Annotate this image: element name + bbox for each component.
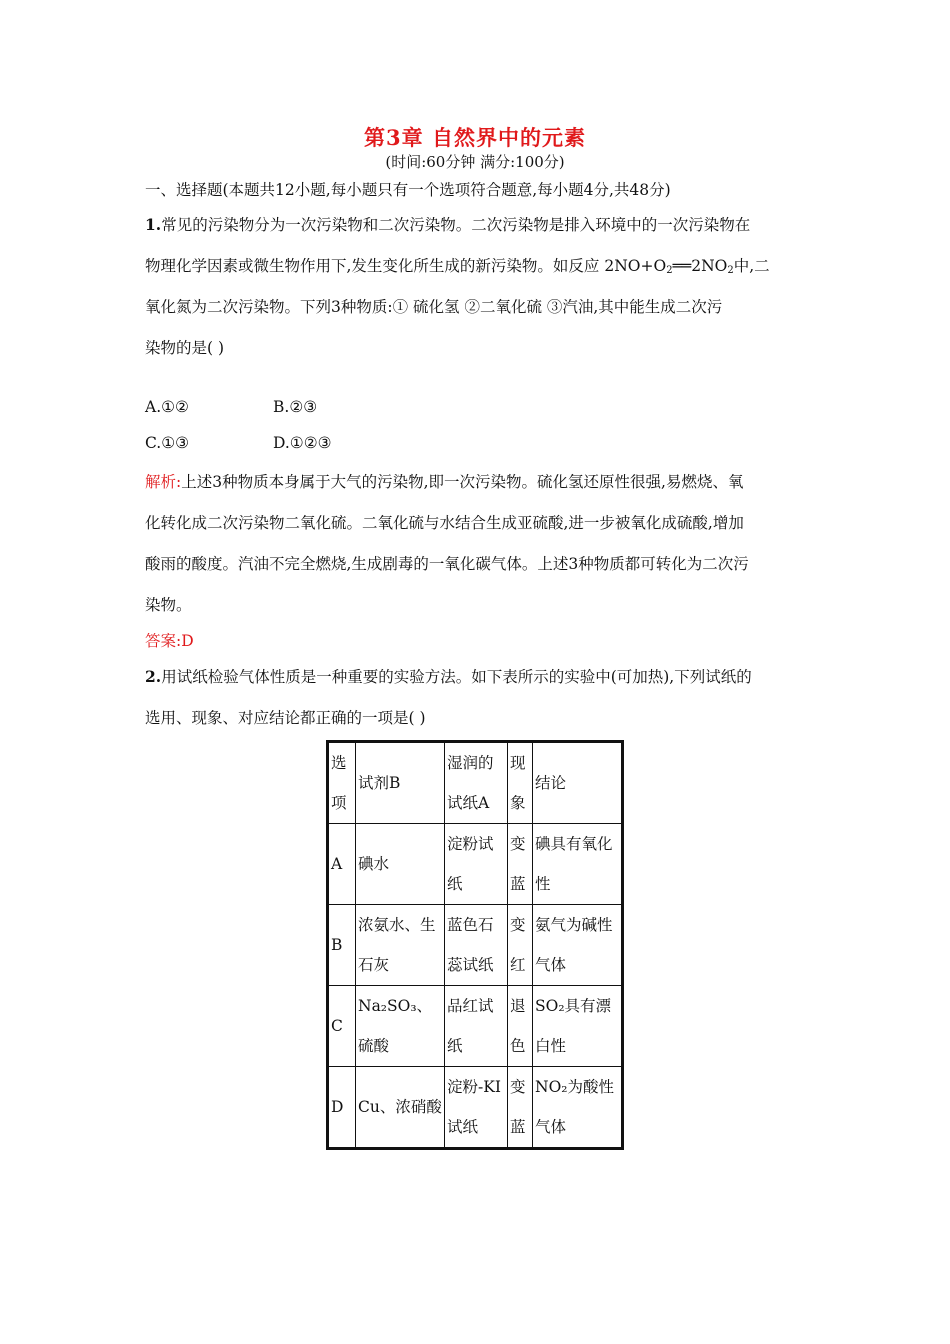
q1-sub-2: 2 <box>727 265 734 276</box>
answer-line: 答案:D <box>145 632 194 650</box>
table-cell: 品红试纸 <box>445 986 508 1067</box>
table-header-row <box>328 742 623 824</box>
table-cell: 碘水 <box>356 824 445 905</box>
option-b: B.②③ <box>273 398 318 416</box>
q1-text-2c: 中,二 <box>733 257 770 275</box>
option-d: D.①②③ <box>273 434 332 452</box>
option-c: C.①③ <box>145 434 190 452</box>
analysis-line-3: 酸雨的酸度。汽油不完全燃烧,生成剧毒的一氧化碳气体。上述3种物质都可转化为二次污 <box>145 555 749 573</box>
q1-line-2 <box>145 254 770 276</box>
table-cell: 蓝色石蕊试纸 <box>445 905 508 986</box>
exam-info: (时间:60分钟 满分:100分) <box>385 153 565 171</box>
q1-line-4: 染物的是( ) <box>145 339 225 357</box>
option-a: A.①② <box>145 398 189 416</box>
q1-options-row-2 <box>145 434 332 452</box>
q1-text-1: 常见的污染物分为一次污染物和二次污染物。二次污染物是排入环境中的一次污染物在 <box>161 216 751 234</box>
q1-options-row-1 <box>145 398 318 416</box>
table-cell: B <box>328 905 356 986</box>
header-cell: 试剂B <box>356 742 445 824</box>
q2-line-2: 选用、现象、对应结论都正确的一项是( ) <box>145 709 426 727</box>
table-cell: SO₂具有漂白性 <box>533 986 623 1067</box>
q2-text-1: 用试纸检验气体性质是一种重要的实验方法。如下表所示的实验中(可加热),下列试纸的 <box>161 668 752 686</box>
table-row <box>328 986 623 1067</box>
table-cell: 变蓝 <box>508 824 533 905</box>
analysis-line-4: 染物。 <box>145 596 192 614</box>
q2-number: 2. <box>145 667 162 686</box>
table-cell: 碘具有氧化性 <box>533 824 623 905</box>
table-row <box>328 1067 623 1149</box>
header-cell: 现象 <box>508 742 533 824</box>
q1-text-2b: ══2NO <box>672 257 728 275</box>
analysis-text-1: 上述3种物质本身属于大气的污染物,即一次污染物。硫化氢还原性很强,易燃烧、氧 <box>181 473 744 491</box>
header-cell: 选项 <box>328 742 356 824</box>
q1-line-1 <box>145 213 750 235</box>
table-cell: D <box>328 1067 356 1149</box>
q2-line-1 <box>145 665 752 687</box>
table-row <box>328 905 623 986</box>
analysis-line-1 <box>145 470 743 492</box>
q1-number: 1. <box>145 215 162 234</box>
header-cell: 结论 <box>533 742 623 824</box>
q1-line-3: 氧化氮为二次污染物。下列3种物质:① 硫化氢 ②二氧化硫 ③汽油,其中能生成二次污 <box>145 298 723 316</box>
table-cell: NO₂为酸性气体 <box>533 1067 623 1149</box>
table-cell: 退色 <box>508 986 533 1067</box>
q1-sub-1: 2 <box>666 265 673 276</box>
table-cell: Na₂SO₃、硫酸 <box>356 986 445 1067</box>
table-cell: C <box>328 986 356 1067</box>
table-row <box>328 824 623 905</box>
q1-text-2a: 物理化学因素或微生物作用下,发生变化所生成的新污染物。如反应 2NO+O <box>145 257 667 275</box>
table-cell: 淀粉试纸 <box>445 824 508 905</box>
table-cell: A <box>328 824 356 905</box>
chapter-title: 第3章 自然界中的元素 <box>364 125 586 150</box>
table-cell: 变红 <box>508 905 533 986</box>
header-cell: 湿润的试纸A <box>445 742 508 824</box>
experiment-table <box>326 740 624 1150</box>
section-heading: 一、选择题(本题共12小题,每小题只有一个选项符合题意,每小题4分,共48分) <box>145 181 671 199</box>
table-cell: 氨气为碱性气体 <box>533 905 623 986</box>
table-cell: 淀粉-KI试纸 <box>445 1067 508 1149</box>
analysis-line-2: 化转化成二次污染物二氧化硫。二氧化硫与水结合生成亚硫酸,进一步被氧化成硫酸,增加 <box>145 514 744 532</box>
table-cell: 浓氨水、生石灰 <box>356 905 445 986</box>
analysis-label: 解析: <box>145 473 182 491</box>
table-cell: Cu、浓硝酸 <box>356 1067 445 1149</box>
table-cell: 变蓝 <box>508 1067 533 1149</box>
